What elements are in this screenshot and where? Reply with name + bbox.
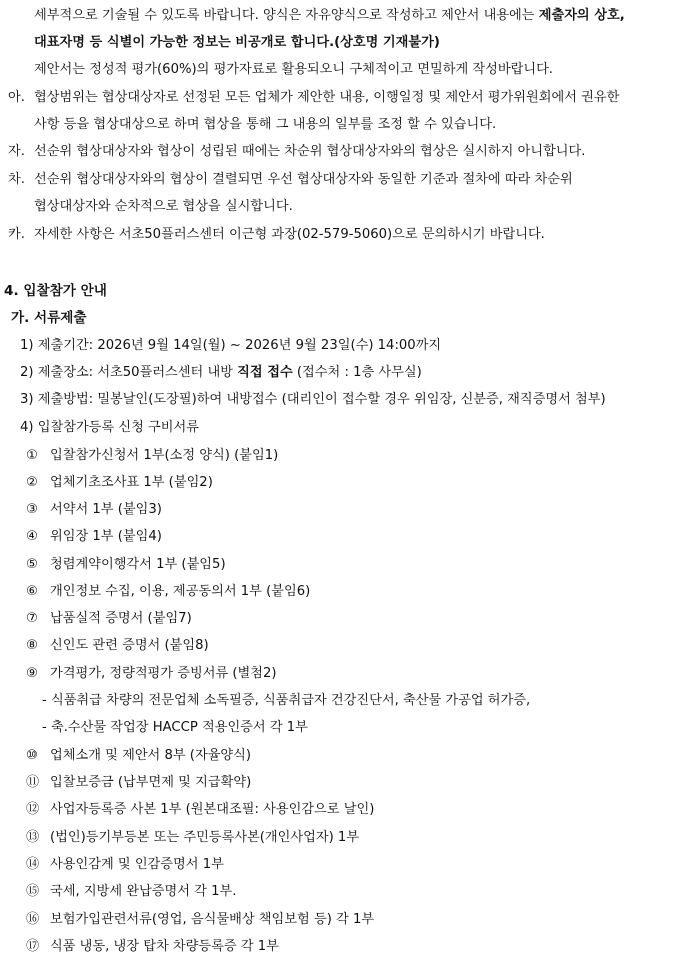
item-text: 선순위 협상대상자와 협상이 성립된 때에는 차순위 협상대상자와의 협상은 실시하지 아니합니다. — [34, 144, 586, 159]
sub-bullet: - 축.수산물 작업장 HACCP 적용인증서 각 1부 — [42, 720, 308, 735]
submission-place-note: (접수처 : 1층 사무실) — [292, 365, 422, 380]
intro-line-3: 제안서는 정성적 평가(60%)의 평가자료로 활용되오니 구체적이고 면밀하게 작성바랍니다. — [34, 62, 554, 77]
doc-item: 식품 냉동, 냉장 탑차 차량등록증 각 1부 — [50, 939, 279, 954]
doc-number: ⑨ — [26, 666, 38, 681]
doc-number: ⑤ — [26, 557, 38, 572]
doc-item: 입찰참가신청서 1부(소정 양식) (붙임1) — [50, 448, 279, 463]
doc-item: 위임장 1부 (붙임4) — [50, 529, 162, 544]
item-marker: 카. — [8, 227, 25, 242]
sub-bullet: - 식품취급 차량의 전문업체 소독필증, 식품취급자 건강진단서, 축산물 가공업 허가증, — [42, 693, 531, 708]
required-docs-heading: 4) 입찰참가등록 신청 구비서류 — [20, 420, 199, 435]
doc-number: ⑬ — [26, 830, 40, 845]
doc-number: ④ — [26, 529, 38, 544]
doc-number: ⑮ — [26, 884, 40, 899]
doc-number: ⑦ — [26, 611, 38, 626]
doc-item: 신인도 관련 증명서 (붙임8) — [50, 638, 209, 653]
item-text: 협상대상자와 순차적으로 협상을 실시합니다. — [34, 199, 293, 214]
doc-item: 보험가입관련서류(영업, 음식물배상 책임보험 등) 각 1부 — [50, 912, 375, 927]
doc-number: ③ — [26, 502, 38, 517]
doc-item: 입찰보증금 (납부면제 및 지급확약) — [50, 775, 252, 790]
subsection-title: 가. 서류제출 — [11, 310, 87, 326]
doc-number: ⑫ — [26, 802, 40, 817]
intro-line-2: 대표자명 등 식별이 가능한 정보는 비공개로 합니다.(상호명 기재불가) — [34, 35, 440, 50]
doc-number: ⑧ — [26, 638, 38, 653]
doc-number: ⑭ — [26, 857, 40, 872]
submission-period: 1) 제출기간: 2026년 9월 14일(월) ~ 2026년 9월 23일(수) 14:00까지 — [20, 338, 442, 353]
doc-number: ① — [26, 448, 38, 463]
doc-item: 개인정보 수집, 이용, 제공동의서 1부 (붙임6) — [50, 584, 311, 599]
submission-place — [20, 364, 422, 382]
doc-number: ⑪ — [26, 775, 40, 790]
doc-item: 청렴계약이행각서 1부 (붙임5) — [50, 557, 226, 572]
item-text: 선순위 협상대상자와의 협상이 결렬되면 우선 협상대상자와 동일한 기준과 절차에 따라 차순위 — [34, 172, 573, 187]
intro-line-1 — [34, 7, 625, 25]
section-title: 4. 입찰참가 안내 — [4, 283, 107, 299]
doc-number: ② — [26, 475, 38, 490]
item-text: 사항 등을 협상대상으로 하며 협상을 통해 그 내용의 일부를 조정 할 수 있습니다. — [34, 117, 497, 132]
doc-number: ⑥ — [26, 584, 38, 599]
doc-number: ⑩ — [26, 748, 38, 763]
doc-item: 가격평가, 정량적평가 증빙서류 (별첨2) — [50, 666, 277, 681]
doc-item: (법인)등기부등본 또는 주민등록사본(개인사업자) 1부 — [50, 830, 360, 845]
item-marker: 자. — [8, 144, 25, 159]
doc-item: 서약서 1부 (붙임3) — [50, 502, 162, 517]
submission-place-text: 2) 제출장소: 서초50플러스센터 내방 — [20, 365, 238, 380]
doc-item: 납품실적 증명서 (붙임7) — [50, 611, 192, 626]
doc-item: 국세, 지방세 완납증명서 각 1부. — [50, 884, 237, 899]
item-text: 협상범위는 협상대상자로 선정된 모든 업체가 제안한 내용, 이행일정 및 제안서 평가위원회에서 권유한 — [34, 90, 620, 105]
doc-item: 업체소개 및 제안서 8부 (자율양식) — [50, 748, 252, 763]
submission-method: 3) 제출방법: 밀봉날인(도장필)하여 내방접수 (대리인이 접수할 경우 위임장, 신분증, 재직증명서 첨부) — [20, 392, 606, 407]
item-text: 자세한 사항은 서초50플러스센터 이근형 과장(02-579-5060)으로 문의하시기 바랍니다. — [34, 227, 545, 242]
doc-item: 업체기초조사표 1부 (붙임2) — [50, 475, 213, 490]
intro-bold-text: 제출자의 상호, — [538, 8, 625, 23]
submission-place-bold: 직접 접수 — [237, 365, 293, 380]
doc-item: 사업자등록증 사본 1부 (원본대조필: 사용인감으로 날인) — [50, 802, 375, 817]
doc-item: 사용인감계 및 인감증명서 1부 — [50, 857, 224, 872]
intro-text: 세부적으로 기술될 수 있도록 바랍니다. 양식은 자유양식으로 작성하고 제안서 내용에는 — [34, 8, 539, 23]
doc-number: ⑰ — [26, 939, 40, 954]
item-marker: 차. — [8, 172, 25, 187]
item-marker: 아. — [8, 90, 25, 105]
doc-number: ⑯ — [26, 912, 40, 927]
